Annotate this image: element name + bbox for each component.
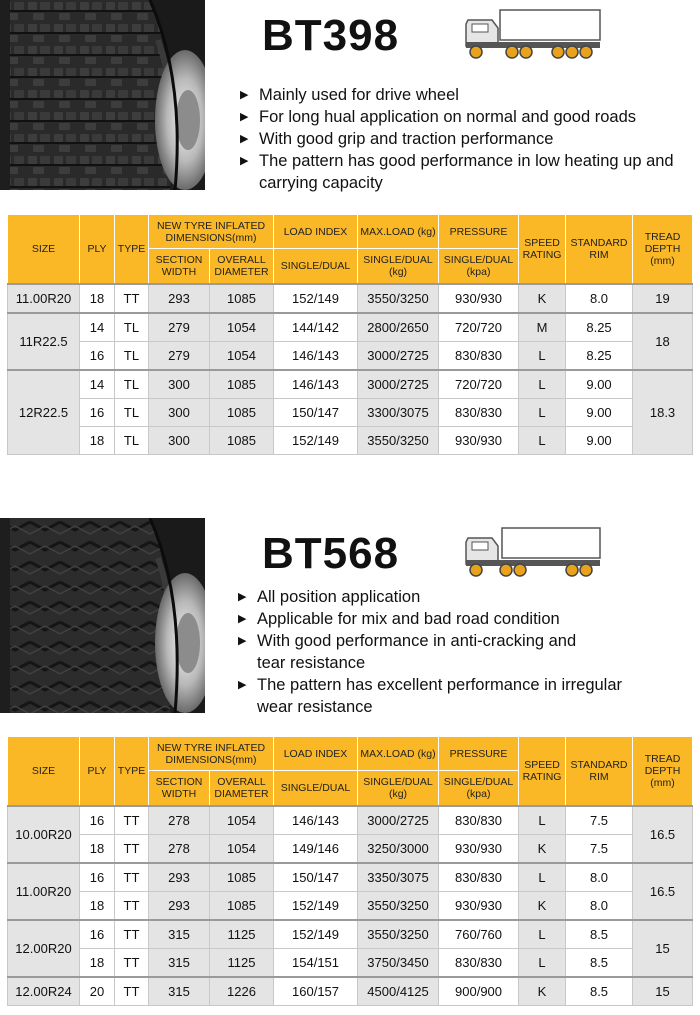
section-width-cell: 278 [149,806,210,835]
type-cell: TT [115,949,149,978]
rim-cell: 8.5 [566,920,633,949]
pressure-cell: 900/900 [439,977,519,1006]
table-row [8,806,693,835]
overall-diameter-cell: 1054 [210,313,274,342]
header-speed-rating: SPEED RATING [519,215,566,285]
max-load-cell: 3300/3075 [358,399,439,427]
overall-diameter-cell: 1125 [210,920,274,949]
speed-rating-cell: K [519,892,566,921]
feature-item: ▶ All position application [238,588,421,606]
feature-item: ▶ Applicable for mix and bad road condition [238,610,560,628]
tread-depth-cell: 15 [633,977,693,1006]
overall-diameter-cell: 1054 [210,835,274,864]
load-index-cell: 150/147 [274,399,358,427]
pressure-cell: 830/830 [439,949,519,978]
type-cell: TL [115,370,149,399]
load-index-cell: 154/151 [274,949,358,978]
ply-cell: 16 [80,342,115,371]
triangle-bullet-icon: ▶ [238,635,247,647]
header-standard-rim: STANDARD RIM [566,737,633,807]
load-index-cell: 146/143 [274,370,358,399]
feature-item: ▶ With good performance in anti-cracking and tear resistance [238,632,577,672]
header-max-load: MAX.LOAD (kg) [358,215,439,249]
model-title: BT568 [262,529,400,578]
size-cell: 12.00R24 [8,977,80,1006]
ply-cell: 20 [80,977,115,1006]
section-width-cell: 315 [149,949,210,978]
section-width-cell: 279 [149,342,210,371]
speed-rating-cell: L [519,399,566,427]
tread-depth-cell: 19 [633,284,693,313]
overall-diameter-cell: 1054 [210,342,274,371]
section-width-cell: 293 [149,863,210,892]
type-cell: TT [115,806,149,835]
section-width-cell: 315 [149,977,210,1006]
truck-icon [462,524,604,580]
product-section-bt398 [0,0,700,460]
tire-image-bt398 [0,0,205,190]
section-width-cell: 300 [149,370,210,399]
header-pressure-sub: SINGLE/DUAL (kpa) [439,771,519,807]
type-cell: TT [115,920,149,949]
load-index-cell: 152/149 [274,427,358,455]
section-width-cell: 300 [149,399,210,427]
max-load-cell: 3000/2725 [358,806,439,835]
pressure-cell: 760/760 [439,920,519,949]
feature-item: ▶ Mainly used for drive wheel [240,86,459,104]
triangle-bullet-icon: ▶ [240,133,249,145]
rim-cell: 8.5 [566,977,633,1006]
tire-image-bt568 [0,518,205,713]
type-cell: TT [115,835,149,864]
header-new-tyre: NEW TYRE INFLATED DIMENSIONS(mm) [149,215,274,249]
header-type: TYPE [115,737,149,807]
rim-cell: 9.00 [566,399,633,427]
header-size: SIZE [8,215,80,285]
load-index-cell: 149/146 [274,835,358,864]
section-width-cell: 278 [149,835,210,864]
header-max-load-sub: SINGLE/DUAL (kg) [358,771,439,807]
section-width-cell: 315 [149,920,210,949]
pressure-cell: 830/830 [439,806,519,835]
speed-rating-cell: K [519,977,566,1006]
max-load-cell: 4500/4125 [358,977,439,1006]
rim-cell: 8.0 [566,892,633,921]
overall-diameter-cell: 1085 [210,427,274,455]
header-ply: PLY [80,215,115,285]
size-cell: 12R22.5 [8,370,80,455]
ply-cell: 16 [80,806,115,835]
feature-item: ▶ With good grip and traction performance [240,130,554,148]
truck-icon [462,6,604,62]
type-cell: TL [115,427,149,455]
tread-depth-cell: 16.5 [633,806,693,863]
table-row [8,427,693,455]
max-load-cell: 3350/3075 [358,863,439,892]
max-load-cell: 3000/2725 [358,370,439,399]
max-load-cell: 3250/3000 [358,835,439,864]
feature-list [240,84,690,194]
header-section-width: SECTION WIDTH [149,771,210,807]
section-width-cell: 293 [149,892,210,921]
header-pressure: PRESSURE [439,215,519,249]
table-row [8,835,693,864]
max-load-cell: 3550/3250 [358,892,439,921]
pressure-cell: 830/830 [439,863,519,892]
speed-rating-cell: L [519,949,566,978]
type-cell: TT [115,863,149,892]
pressure-cell: 930/930 [439,892,519,921]
triangle-bullet-icon: ▶ [240,111,249,123]
speed-rating-cell: L [519,370,566,399]
speed-rating-cell: L [519,342,566,371]
type-cell: TT [115,284,149,313]
type-cell: TT [115,977,149,1006]
load-index-cell: 150/147 [274,863,358,892]
header-standard-rim: STANDARD RIM [566,215,633,285]
triangle-bullet-icon: ▶ [238,591,247,603]
pressure-cell: 930/930 [439,284,519,313]
rim-cell: 8.0 [566,284,633,313]
load-index-cell: 152/149 [274,920,358,949]
triangle-bullet-icon: ▶ [238,613,247,625]
speed-rating-cell: L [519,427,566,455]
type-cell: TL [115,313,149,342]
feature-item: ▶ The pattern has excellent performance in irregular wear resistance [238,676,623,716]
pressure-cell: 720/720 [439,313,519,342]
ply-cell: 18 [80,835,115,864]
header-pressure: PRESSURE [439,737,519,771]
table-row [8,949,693,978]
header-type: TYPE [115,215,149,285]
speed-rating-cell: L [519,920,566,949]
overall-diameter-cell: 1085 [210,863,274,892]
section-width-cell: 279 [149,313,210,342]
spec-table [7,736,693,1006]
size-cell: 11.00R20 [8,284,80,313]
load-index-cell: 160/157 [274,977,358,1006]
product-section-bt568 [0,518,700,1015]
size-cell: 11.00R20 [8,863,80,920]
header-load-index-sub: SINGLE/DUAL [274,249,358,285]
rim-cell: 8.0 [566,863,633,892]
pressure-cell: 830/830 [439,342,519,371]
overall-diameter-cell: 1085 [210,370,274,399]
feature-item: ▶ The pattern has good performance in low heating up and carrying capacity [240,152,674,192]
overall-diameter-cell: 1226 [210,977,274,1006]
header-ply: PLY [80,737,115,807]
ply-cell: 18 [80,284,115,313]
table-row [8,977,693,1006]
load-index-cell: 146/143 [274,342,358,371]
header-max-load: MAX.LOAD (kg) [358,737,439,771]
load-index-cell: 144/142 [274,313,358,342]
model-title: BT398 [262,11,400,60]
max-load-cell: 2800/2650 [358,313,439,342]
max-load-cell: 3550/3250 [358,920,439,949]
header-load-index: LOAD INDEX [274,737,358,771]
triangle-bullet-icon: ▶ [238,679,247,691]
size-cell: 10.00R20 [8,806,80,863]
feature-list [238,586,678,718]
size-cell: 12.00R20 [8,920,80,977]
ply-cell: 16 [80,399,115,427]
header-speed-rating: SPEED RATING [519,737,566,807]
tread-depth-cell: 15 [633,920,693,977]
load-index-cell: 152/149 [274,892,358,921]
type-cell: TL [115,342,149,371]
header-tread-depth: TREAD DEPTH (mm) [633,215,693,285]
ply-cell: 16 [80,920,115,949]
triangle-bullet-icon: ▶ [240,155,249,167]
header-load-index-sub: SINGLE/DUAL [274,771,358,807]
triangle-bullet-icon: ▶ [240,89,249,101]
table-row [8,284,693,313]
max-load-cell: 3750/3450 [358,949,439,978]
rim-cell: 7.5 [566,835,633,864]
pressure-cell: 930/930 [439,427,519,455]
table-row [8,342,693,371]
overall-diameter-cell: 1125 [210,949,274,978]
table-row [8,863,693,892]
ply-cell: 14 [80,313,115,342]
ply-cell: 18 [80,892,115,921]
pressure-cell: 720/720 [439,370,519,399]
rim-cell: 9.00 [566,427,633,455]
ply-cell: 18 [80,949,115,978]
table-row [8,920,693,949]
table-row [8,399,693,427]
pressure-cell: 830/830 [439,399,519,427]
max-load-cell: 3550/3250 [358,284,439,313]
overall-diameter-cell: 1085 [210,399,274,427]
speed-rating-cell: K [519,284,566,313]
max-load-cell: 3000/2725 [358,342,439,371]
speed-rating-cell: L [519,863,566,892]
rim-cell: 8.25 [566,342,633,371]
header-size: SIZE [8,737,80,807]
rim-cell: 7.5 [566,806,633,835]
overall-diameter-cell: 1085 [210,284,274,313]
pressure-cell: 930/930 [439,835,519,864]
size-cell: 11R22.5 [8,313,80,370]
speed-rating-cell: M [519,313,566,342]
rim-cell: 8.25 [566,313,633,342]
tread-depth-cell: 18 [633,313,693,370]
overall-diameter-cell: 1054 [210,806,274,835]
rim-cell: 8.5 [566,949,633,978]
spec-table [7,214,693,455]
tread-depth-cell: 18.3 [633,370,693,455]
header-max-load-sub: SINGLE/DUAL (kg) [358,249,439,285]
feature-item: ▶ For long hual application on normal and good roads [240,108,637,126]
type-cell: TL [115,399,149,427]
header-section-width: SECTION WIDTH [149,249,210,285]
section-width-cell: 300 [149,427,210,455]
type-cell: TT [115,892,149,921]
table-row [8,370,693,399]
overall-diameter-cell: 1085 [210,892,274,921]
header-new-tyre: NEW TYRE INFLATED DIMENSIONS(mm) [149,737,274,771]
table-row [8,313,693,342]
header-tread-depth: TREAD DEPTH (mm) [633,737,693,807]
header-overall-diameter: OVERALL DIAMETER [210,249,274,285]
load-index-cell: 152/149 [274,284,358,313]
ply-cell: 14 [80,370,115,399]
header-load-index: LOAD INDEX [274,215,358,249]
table-row [8,892,693,921]
header-pressure-sub: SINGLE/DUAL (kpa) [439,249,519,285]
max-load-cell: 3550/3250 [358,427,439,455]
ply-cell: 16 [80,863,115,892]
rim-cell: 9.00 [566,370,633,399]
tread-depth-cell: 16.5 [633,863,693,920]
load-index-cell: 146/143 [274,806,358,835]
section-width-cell: 293 [149,284,210,313]
header-overall-diameter: OVERALL DIAMETER [210,771,274,807]
ply-cell: 18 [80,427,115,455]
speed-rating-cell: L [519,806,566,835]
speed-rating-cell: K [519,835,566,864]
